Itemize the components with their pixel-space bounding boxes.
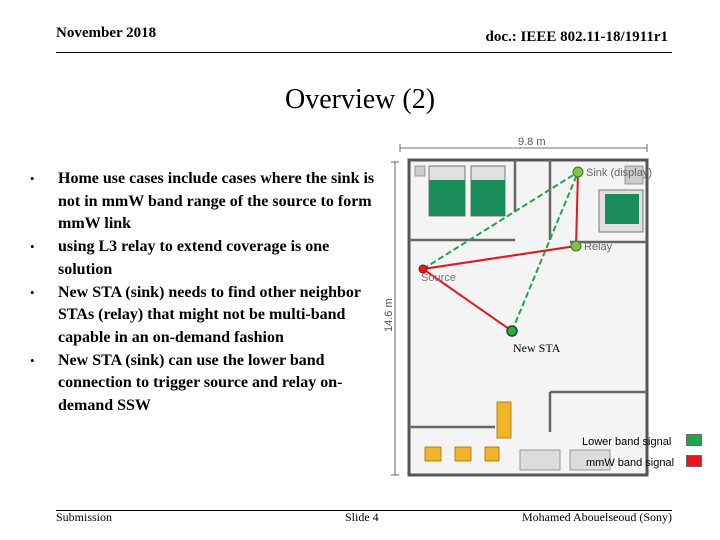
- bullet-marker: •: [30, 171, 35, 186]
- bullet-item: [30, 236, 375, 281]
- bullet-marker: •: [30, 352, 35, 368]
- header-date: November 2018: [56, 25, 157, 41]
- source-label: Source: [421, 272, 456, 284]
- floor-plan-diagram: [385, 132, 715, 477]
- bullet-item: [30, 282, 375, 350]
- legend-mmw-band: mmW band signal: [586, 457, 675, 469]
- bullet-item: [30, 350, 375, 418]
- bullet-text: New STA (sink) can use the lower band connection to trigger source and relay on-demand SSW: [58, 351, 343, 415]
- legend-mmw-band-swatch: [686, 455, 702, 467]
- sink-label: Sink (display): [586, 167, 653, 179]
- bullet-list: [30, 168, 375, 418]
- bullet-text: using L3 relay to extend coverage is one solution: [58, 238, 330, 278]
- footer-author: Mohamed Abouelseoud (Sony): [522, 510, 672, 524]
- new-sta-node: [507, 326, 517, 336]
- bullet-text: Home use cases include cases where the sink is not in mmW band range of the source to form mmW link: [58, 170, 375, 233]
- slide-title: Overview (2): [284, 84, 436, 115]
- legend-lower-band-swatch: [686, 434, 702, 446]
- bullet-marker: •: [30, 239, 35, 255]
- sink-node: [573, 167, 583, 177]
- bullet-marker: •: [30, 284, 35, 300]
- relay-label: Relay: [584, 241, 613, 253]
- header-doc-id: doc.: IEEE 802.11-18/1911r1: [485, 29, 668, 45]
- new-sta-label: New STA: [513, 341, 561, 355]
- legend-lower-band: Lower band signal: [582, 436, 672, 448]
- bullet-text: New STA (sink) needs to find other neighbor STAs (relay) that might not be multi-band capable in an on-demand fashion: [58, 283, 361, 346]
- footer-submission: Submission: [56, 510, 113, 524]
- slide-number: Slide 4: [345, 510, 379, 524]
- height-dimension: 14.6 m: [383, 298, 395, 332]
- header-divider: [56, 52, 672, 53]
- bullet-item: [30, 168, 375, 236]
- bedroom-furniture: [415, 166, 505, 216]
- width-dimension: 9.8 m: [518, 136, 546, 148]
- relay-node: [571, 241, 581, 251]
